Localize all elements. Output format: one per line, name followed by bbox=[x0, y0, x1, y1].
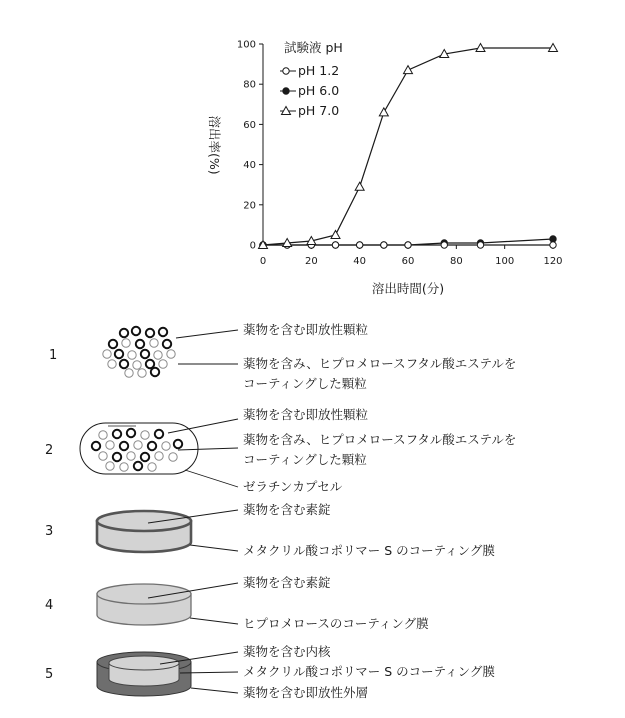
x-tick-label: 40 bbox=[353, 256, 367, 267]
coated-granule bbox=[134, 462, 142, 470]
option-number: 1 bbox=[49, 348, 58, 363]
immediate-release-granule bbox=[122, 339, 130, 347]
option-label: 薬物を含む内核 bbox=[243, 644, 331, 659]
immediate-release-granule bbox=[154, 351, 162, 359]
x-tick-label: 80 bbox=[449, 256, 463, 267]
y-tick-label: 0 bbox=[249, 240, 256, 252]
legend-marker bbox=[283, 88, 289, 94]
coated-granule bbox=[109, 340, 117, 348]
option-label: コーティングした顆粒 bbox=[243, 452, 367, 467]
legend-label: pH 7.0 bbox=[298, 103, 340, 118]
immediate-release-granule bbox=[99, 431, 107, 439]
immediate-release-granule bbox=[169, 453, 177, 461]
coated-granule bbox=[120, 360, 128, 368]
immediate-release-granule bbox=[103, 350, 111, 358]
data-point bbox=[331, 230, 340, 238]
data-point bbox=[550, 236, 556, 242]
coated-granule bbox=[115, 350, 123, 358]
data-point bbox=[381, 242, 387, 248]
coated-granule bbox=[148, 442, 156, 450]
immediate-release-granule bbox=[125, 369, 133, 377]
immediate-release-granule bbox=[106, 462, 114, 470]
immediate-release-granule bbox=[159, 360, 167, 368]
coated-granule bbox=[132, 327, 140, 335]
immediate-release-granule bbox=[134, 441, 142, 449]
option-5 bbox=[45, 644, 495, 700]
tablet-top bbox=[97, 584, 191, 604]
data-point bbox=[477, 242, 483, 248]
immediate-release-granule bbox=[138, 369, 146, 377]
coated-granule bbox=[136, 340, 144, 348]
coated-granule bbox=[174, 440, 182, 448]
coated-granule bbox=[113, 430, 121, 438]
immediate-release-granule bbox=[128, 351, 136, 359]
coated-granule bbox=[146, 360, 154, 368]
option-4 bbox=[45, 575, 429, 631]
data-point bbox=[379, 108, 388, 116]
coated-granule bbox=[141, 453, 149, 461]
option-2 bbox=[45, 407, 516, 494]
coated-granule bbox=[141, 350, 149, 358]
data-point bbox=[356, 242, 362, 248]
option-label: 薬物を含む即放性顆粒 bbox=[243, 322, 369, 337]
coated-granule bbox=[151, 368, 159, 376]
immediate-release-granule bbox=[99, 452, 107, 460]
option-label: 薬物を含む即放性顆粒 bbox=[243, 407, 369, 422]
option-number: 3 bbox=[45, 524, 54, 539]
option-label: メタクリル酸コポリマー S のコーティング膜 bbox=[243, 543, 495, 558]
immediate-release-granule bbox=[106, 441, 114, 449]
coated-granule bbox=[120, 329, 128, 337]
y-axis-label: 溶出率(%) bbox=[207, 115, 222, 175]
legend bbox=[280, 40, 343, 118]
tablet-top bbox=[97, 511, 191, 531]
immediate-release-granule bbox=[167, 350, 175, 358]
data-point bbox=[550, 242, 556, 248]
option-label: コーティングした顆粒 bbox=[243, 376, 367, 391]
option-label: メタクリル酸コポリマー S のコーティング膜 bbox=[243, 664, 495, 679]
immediate-release-granule bbox=[162, 442, 170, 450]
immediate-release-granule bbox=[133, 361, 141, 369]
option-number: 5 bbox=[45, 667, 54, 682]
option-label: 薬物を含む即放性外層 bbox=[243, 685, 369, 700]
x-tick-label: 0 bbox=[259, 256, 267, 267]
coated-granule bbox=[163, 340, 171, 348]
coated-granule bbox=[159, 328, 167, 336]
leader-line bbox=[190, 618, 238, 624]
option-3 bbox=[45, 502, 495, 558]
legend-marker bbox=[283, 68, 289, 74]
immediate-release-granule bbox=[155, 452, 163, 460]
immediate-release-granule bbox=[141, 431, 149, 439]
legend-title: 試験液 pH bbox=[284, 40, 343, 55]
immediate-release-granule bbox=[148, 463, 156, 471]
coated-granule bbox=[120, 442, 128, 450]
option-label: ヒプロメロースのコーティング膜 bbox=[243, 616, 429, 631]
coated-granule bbox=[92, 442, 100, 450]
option-label: 薬物を含む素錠 bbox=[243, 502, 331, 517]
x-tick-label: 120 bbox=[543, 256, 563, 267]
leader-line bbox=[176, 330, 238, 338]
options-diagram bbox=[45, 322, 516, 700]
x-ticks bbox=[260, 245, 563, 267]
option-label: ゼラチンカプセル bbox=[243, 479, 343, 494]
leader-line bbox=[190, 545, 238, 551]
x-axis-label: 溶出時間(分) bbox=[371, 281, 445, 296]
granule-cluster bbox=[103, 327, 175, 377]
coated-granule bbox=[146, 329, 154, 337]
option-label: 薬物を含み、ヒプロメロースフタル酸エステルを bbox=[243, 356, 517, 371]
immediate-release-granule bbox=[150, 339, 158, 347]
legend-items bbox=[280, 63, 339, 118]
y-tick-label: 20 bbox=[243, 200, 256, 212]
legend-label: pH 6.0 bbox=[298, 83, 340, 98]
coated-granule bbox=[155, 430, 163, 438]
option-number: 4 bbox=[45, 598, 54, 613]
coated-granule bbox=[113, 453, 121, 461]
immediate-release-granule bbox=[127, 452, 135, 460]
data-point bbox=[332, 242, 338, 248]
immediate-release-granule bbox=[108, 360, 116, 368]
option-number: 2 bbox=[45, 443, 54, 458]
data-point bbox=[404, 66, 413, 74]
coated-granule bbox=[127, 429, 135, 437]
data-point bbox=[441, 242, 447, 248]
leader-line bbox=[185, 470, 238, 487]
y-tick-label: 40 bbox=[243, 160, 256, 172]
y-tick-label: 100 bbox=[236, 39, 256, 51]
option-label: 薬物を含む素錠 bbox=[243, 575, 331, 590]
option-1 bbox=[49, 322, 516, 391]
option-label: 薬物を含み、ヒプロメロースフタル酸エステルを bbox=[243, 432, 517, 447]
y-tick-label: 80 bbox=[243, 79, 256, 91]
series-open-circle bbox=[260, 242, 556, 248]
leader-line bbox=[191, 688, 238, 693]
data-point bbox=[355, 182, 364, 190]
y-ticks bbox=[237, 40, 263, 252]
x-tick-label: 60 bbox=[401, 256, 415, 267]
immediate-release-granule bbox=[120, 463, 128, 471]
dissolution-chart bbox=[207, 40, 563, 297]
legend-label: pH 1.2 bbox=[298, 63, 340, 78]
data-point bbox=[405, 242, 411, 248]
y-tick-label: 60 bbox=[243, 119, 256, 131]
x-tick-label: 20 bbox=[304, 256, 318, 267]
x-tick-label: 100 bbox=[495, 256, 515, 267]
